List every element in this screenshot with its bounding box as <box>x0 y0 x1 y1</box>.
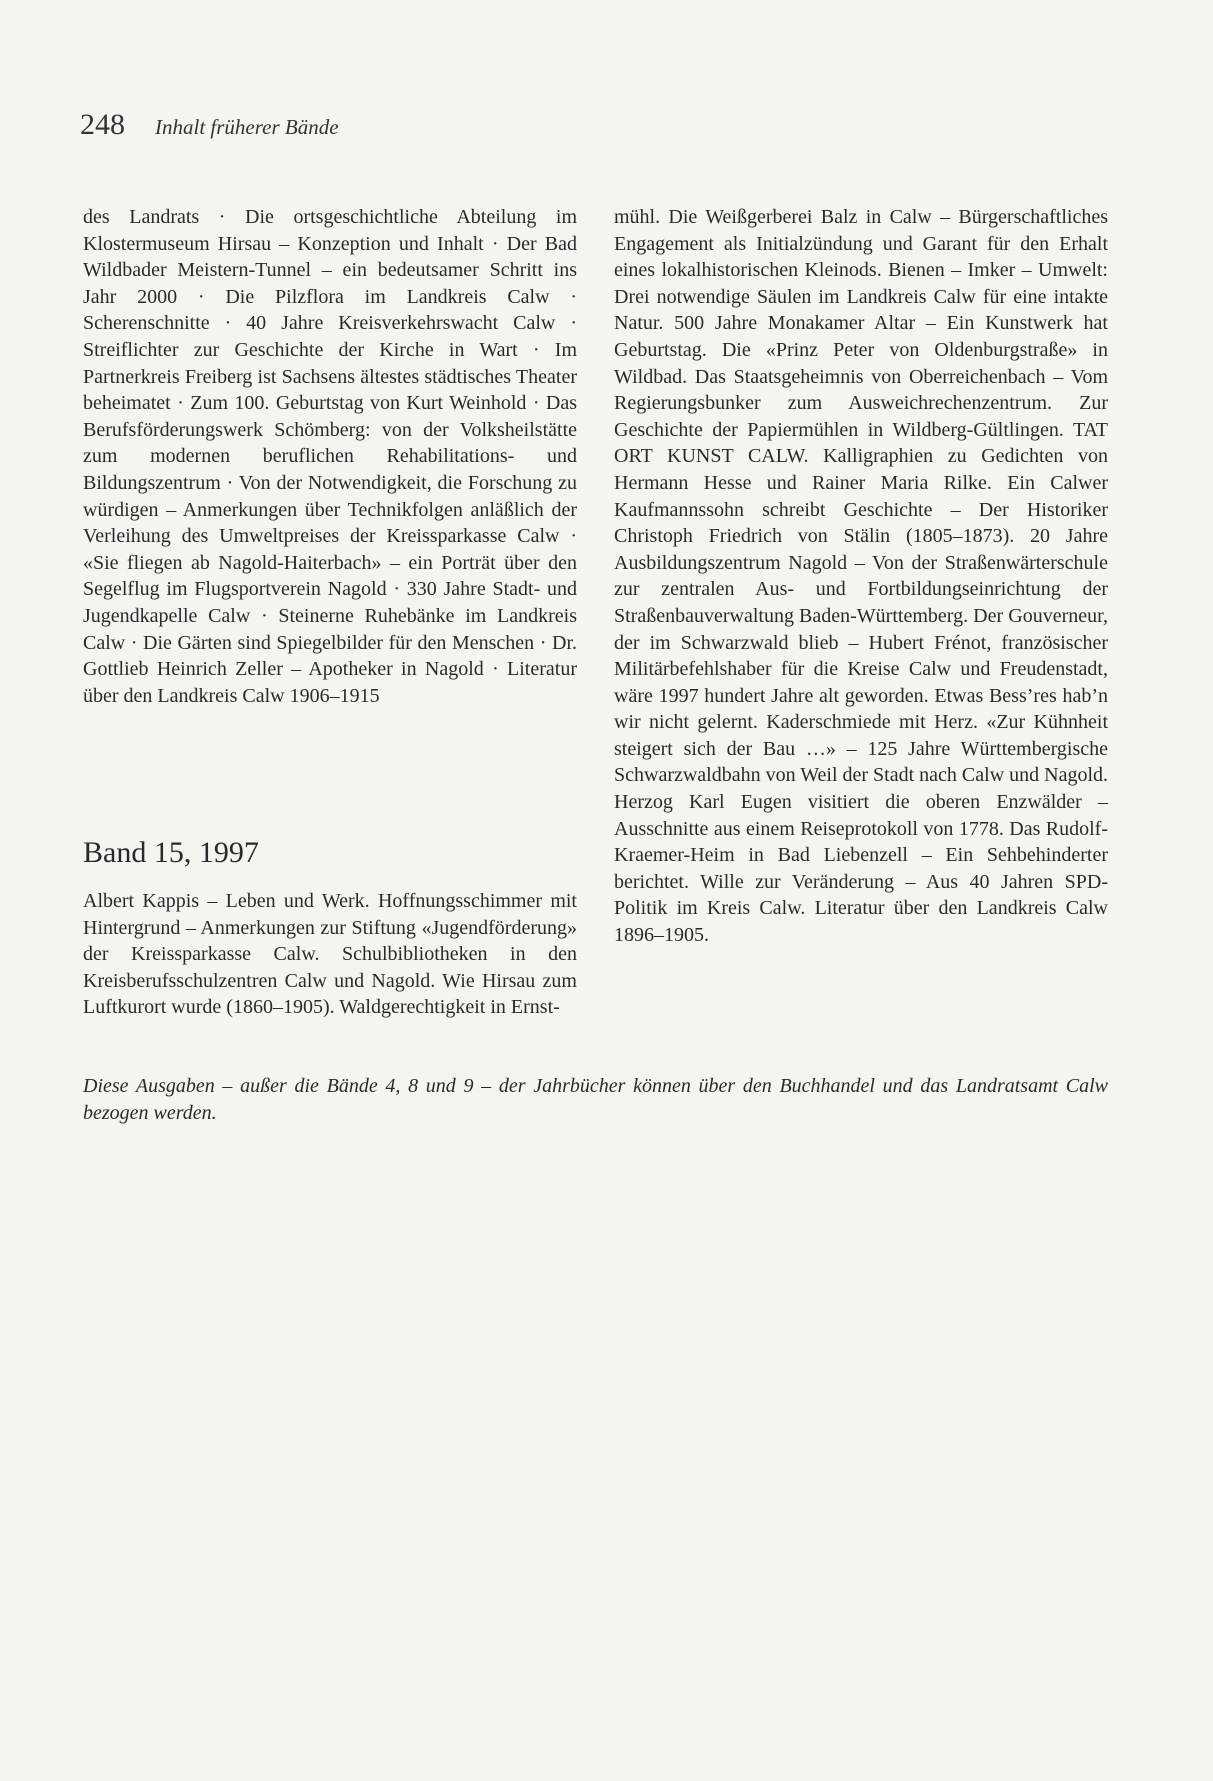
section-heading: Band 15, 1997 <box>83 836 259 869</box>
section-body <box>83 888 577 1021</box>
page-number: 248 <box>80 108 125 141</box>
left-column <box>83 204 577 709</box>
footnote: Diese Ausgaben – außer die Bände 4, 8 und 9 – der Jahrbücher können über den Buchhandel und das Landratsamt Calw bezogen werden. <box>83 1075 1108 1124</box>
right-column-paragraph: mühl. Die Weißgerberei Balz in Calw – Bürgerschaftliches Engagement als Initialzündung und Garant für den Erhalt eines lokalhistorischen Kleinods. Bienen – Imker – Umwelt: Drei notwendige Säulen im Landkreis Calw für eine intakte Natur. 500 Jahre Monakamer Altar – Ein Kunstwerk hat Geburtstag. Die «Prinz Peter von Oldenburgstraße» in Wildbad. Das Staatsgeheimnis von Oberreichenbach – Vom Regierungsbunker zum Ausweichrechenzentrum. Zur Geschichte der Papiermühlen in Wildberg-Gültlingen. TAT ORT KUNST CALW. Kalligraphien zu Gedichten von Hermann Hesse und Rainer Maria Rilke. Ein Calwer Kaufmannssohn schreibt Geschichte – Der Historiker Christoph Friedrich von Stälin (1805–1873). 20 Jahre Ausbildungszentrum Nagold – Von der Straßenwärterschule zur zentralen Aus- und Fortbildungseinrichtung der Straßenbauverwaltung Baden-Württemberg. Der Gouverneur, der im Schwarzwald blieb – Hubert Frénot, französischer Militärbefehlshaber für die Kreise Calw und Freudenstadt, wäre 1997 hundert Jahre alt geworden. Etwas Bess’res hab’n wir nicht gelernt. Kaderschmiede mit Herz. «Zur Kühnheit steigert sich der Bau …» – 125 Jahre Württembergische Schwarzwaldbahn von Weil der Stadt nach Calw und Nagold. Herzog Karl Eugen visitiert die oberen Enzwälder – Ausschnitte aus einem Reiseprotokoll von 1778. Das Rudolf-Kraemer-Heim in Bad Liebenzell – Ein Sehbehinderter berichtet. Wille zur Veränderung – Aus 40 Jahren SPD-Politik im Kreis Calw. Literatur über den Landkreis Calw 1896–1905. <box>614 206 1109 947</box>
page-header <box>80 108 339 142</box>
section-paragraph: Albert Kappis – Leben und Werk. Hoffnungsschimmer mit Hintergrund – Anmerkungen zur Stiftung «Jugendförderung» der Kreissparkasse Calw. Schulbibliotheken in den Kreisberufsschulzentren Calw und Nagold. Wie Hirsau zum Luftkurort wurde (1860–1905). Waldgerechtigkeit in Ernst- <box>83 890 577 1019</box>
right-column <box>614 204 1108 949</box>
running-title: Inhalt früherer Bände <box>155 115 339 139</box>
left-column-paragraph: des Landrats · Die ortsgeschichtliche Abteilung im Klostermuseum Hirsau – Konzeption und Inhalt · Der Bad Wildbader Meistern-Tunnel – ein bedeutsamer Schritt ins Jahr 2000 · Die Pilzflora im Landkreis Calw · Scherenschnitte · 40 Jahre Kreisverkehrswacht Calw · Streiflichter zur Geschichte der Kirche in Wart · Im Partnerkreis Freiberg ist Sachsens ältestes städtisches Theater beheimatet · Zum 100. Geburtstag von Kurt Weinhold · Das Berufsförderungswerk Schömberg: von der Volksheilstätte zum modernen beruflichen Rehabilitations- und Bildungszentrum · Von der Notwendigkeit, die Forschung zu würdigen – Anmerkungen über Technikfolgen anläßlich der Verleihung des Umweltpreises der Kreissparkasse Calw · «Sie fliegen ab Nagold-Haiterbach» – ein Porträt über den Segelflug im Flugsportverein Nagold · 330 Jahre Stadt- und Jugendkapelle Calw · Steinerne Ruhebänke im Landkreis Calw · Die Gärten sind Spiegelbilder für den Menschen · Dr. Gottlieb Heinrich Zeller – Apotheker in Nagold · Literatur über den Landkreis Calw 1906–1915 <box>83 206 577 707</box>
